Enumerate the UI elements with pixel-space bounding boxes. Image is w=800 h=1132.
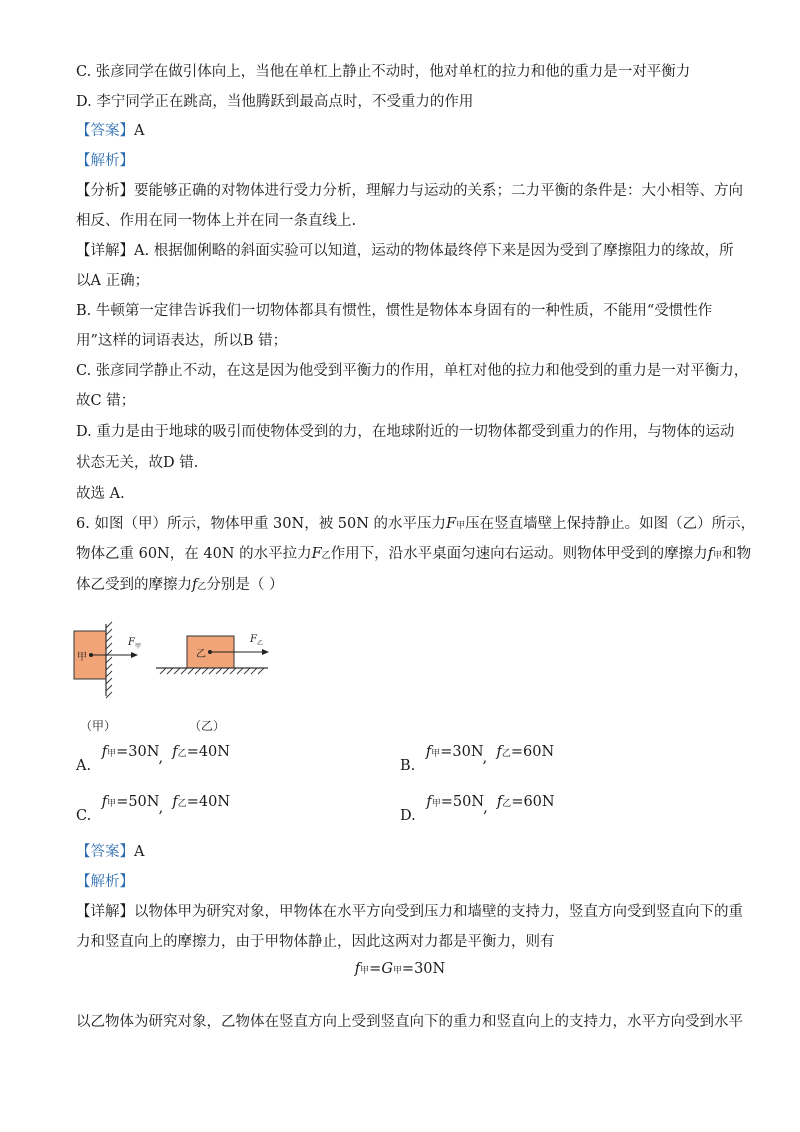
q6-text-1b: 压在竖直墙壁上保持静止。如图（乙）所示， [465,516,756,532]
caption-jia: （甲） [80,719,117,733]
choice-a-letter: A. [76,758,92,774]
q6-friction2-symbol: f [192,577,198,593]
fenxi-tag: 【分析】 [76,183,134,199]
xiangjie-d-line-1: D. 重力是由于地球的吸引而使物体受到的力，在地球附近的一切物体都受到重力的作用，与物体的运动 [76,424,735,440]
xiangjie-2-tag: 【详解】 [76,904,134,920]
yi-block-label: 乙 [196,649,206,660]
choice-d-f2: f [496,794,503,810]
q6-text-3a: 体乙受到的摩擦力 [76,577,192,593]
choice-b-f1: f [425,744,432,760]
choice-d-s2: 乙 [502,799,512,809]
choice-c-v2: =40N [186,794,231,810]
jia-block-label: 甲 [77,652,87,663]
xiangjie-b-line-2: 用”这样的词语表达，所以B 错； [76,333,288,349]
choice-d-v1: =50N [440,794,484,810]
xiangjie-2-line-3: 以乙物体为研究对象，乙物体在竖直方向上受到竖直向下的重力和竖直向上的支持力，水平方向受到水平 [76,1014,743,1030]
choice-d[interactable]: D. f甲=50N, f乙=60N [400,794,555,824]
choice-a-f2: f [172,744,178,760]
xiangjie-c-line-2: 故C 错； [76,393,136,409]
q6-text-2b: 作用下，沿水平桌面匀速向右运动。则物体甲受到的摩擦力 [330,546,708,562]
q6-force-sub: 甲 [456,521,466,531]
eq-f-sub: 甲 [360,966,370,976]
xiangjie-tag: 【详解】 [76,243,134,259]
choice-d-letter: D. [400,808,416,824]
choice-a[interactable]: A. f甲=30N, f乙=40N [76,744,230,774]
choice-a-v2: =40N [186,744,230,760]
choice-c[interactable]: C. f甲=50N, f乙=40N [76,794,231,824]
choice-b-letter: B. [400,758,416,774]
q6-text-1a: 6. 如图（甲）所示，物体甲重 30N，被 50N 的水平压力 [76,516,447,532]
choice-c-s1: 甲 [107,799,117,809]
jia-force-label: F [128,637,135,648]
eq-G: G [381,961,393,977]
answer-2-line [76,842,144,862]
choice-c-f1: f [101,794,108,810]
jia-force-sub-label: 甲 [135,643,142,650]
choice-b-f2: f [496,744,502,760]
choice-b-s2: 乙 [501,749,511,759]
q6-force2-sub: 乙 [321,551,331,561]
eq-f: f [354,961,361,977]
force-diagram [60,612,290,737]
choice-c-f2: f [172,794,178,810]
conclusion-line: 故选 A. [76,486,125,502]
analysis-2-tag: 【解析】 [76,874,134,890]
table-hatching [160,668,264,674]
q6-force2-symbol: F [311,546,322,562]
choice-d-s1: 甲 [431,799,441,809]
xiangjie-a-text: A. 根据伽俐略的斜面实验可以知道，运动的物体最终停下来是因为受到了摩擦阻力的缘故，所 [134,243,734,259]
choice-d-f1: f [426,794,432,810]
yi-arrow-head [262,649,269,655]
eq-equals: = [369,961,382,977]
xiangjie-a-line-2: 以A 正确； [76,273,150,289]
choice-b-v1: =30N [440,744,483,760]
answer-line [76,121,144,141]
answer-value: A [134,123,145,139]
eq-value: =30N [401,961,446,977]
eq-G-sub: 甲 [392,966,402,976]
choice-a-s1: 甲 [107,749,117,759]
question-6-line-3 [76,575,284,597]
q6-text-2a: 物体乙重 60N，在 40N 的水平拉力 [76,546,312,562]
answer-tag: 【答案】 [76,123,134,139]
wall-hatching [106,622,112,698]
choice-b-s1: 甲 [431,749,441,759]
yi-force-label: F [250,634,257,645]
choice-a-v1: =30N [116,744,159,760]
xiangjie-2-line-2: 力和竖直向上的摩擦力，由于甲物体静止，因此这两对力都是平衡力，则有 [76,934,555,950]
answer-2-value: A [134,844,145,860]
choice-d-v2: =60N [511,794,555,810]
analysis-tag: 【解析】 [76,153,134,169]
fenxi-line-1 [76,181,743,201]
question-6-line-2 [76,544,751,566]
xiangjie-a-line-1 [76,241,734,261]
xiangjie-c-line-1: C. 张彦同学静止不动，在这是因为他受到平衡力的作用，单杠对他的拉力和他受到的重力是一对平衡力， [76,363,749,379]
fenxi-text-1: 要能够正确的对物体进行受力分析，理解力与运动的关系；二力平衡的条件是：大小相等、方向 [134,183,743,199]
xiangjie-2-text-1: 以物体甲为研究对象，甲物体在水平方向受到压力和墙壁的支持力，竖直方向受到竖直向下的重 [134,904,743,920]
choice-a-f1: f [101,744,108,760]
choice-c-s2: 乙 [177,799,187,809]
q6-friction2-sub: 乙 [197,582,207,592]
xiangjie-2-line-1 [76,902,743,922]
option-d-line: D. 李宁同学正在跳高，当他腾跃到最高点时，不受重力的作用 [76,94,474,110]
choice-c-letter: C. [76,808,92,824]
choice-c-v1: =50N [116,794,159,810]
choice-b-v2: =60N [510,744,555,760]
q6-text-3b: 分别是（ ） [206,577,284,593]
choice-a-s2: 乙 [177,749,187,759]
xiangjie-b-line-1: B. 牛顿第一定律告诉我们一切物体都具有惯性，惯性是物体本身固有的一种性质，不能用“受惯性作 [76,303,713,319]
equation-line [0,961,800,977]
choice-b[interactable]: B. f甲=30N, f乙=60N [400,744,555,774]
q6-friction-symbol: f [707,546,714,562]
q6-friction-sub: 甲 [713,551,723,561]
q6-force-symbol: F [446,516,457,532]
caption-yi: （乙） [189,719,226,733]
answer-2-tag: 【答案】 [76,844,134,860]
yi-force-sub-label: 乙 [257,640,264,647]
fenxi-line-2: 相反、作用在同一物体上并在同一条直线上. [76,213,357,229]
jia-arrow-head [131,652,138,658]
question-6-line-1 [76,514,755,536]
option-c-line: C. 张彦同学在做引体向上，当他在单杠上静止不动时，他对单杠的拉力和他的重力是一对平衡力 [76,64,691,80]
q6-text-2c: 和物 [722,546,752,562]
xiangjie-d-line-2: 状态无关，故D 错. [76,455,199,471]
